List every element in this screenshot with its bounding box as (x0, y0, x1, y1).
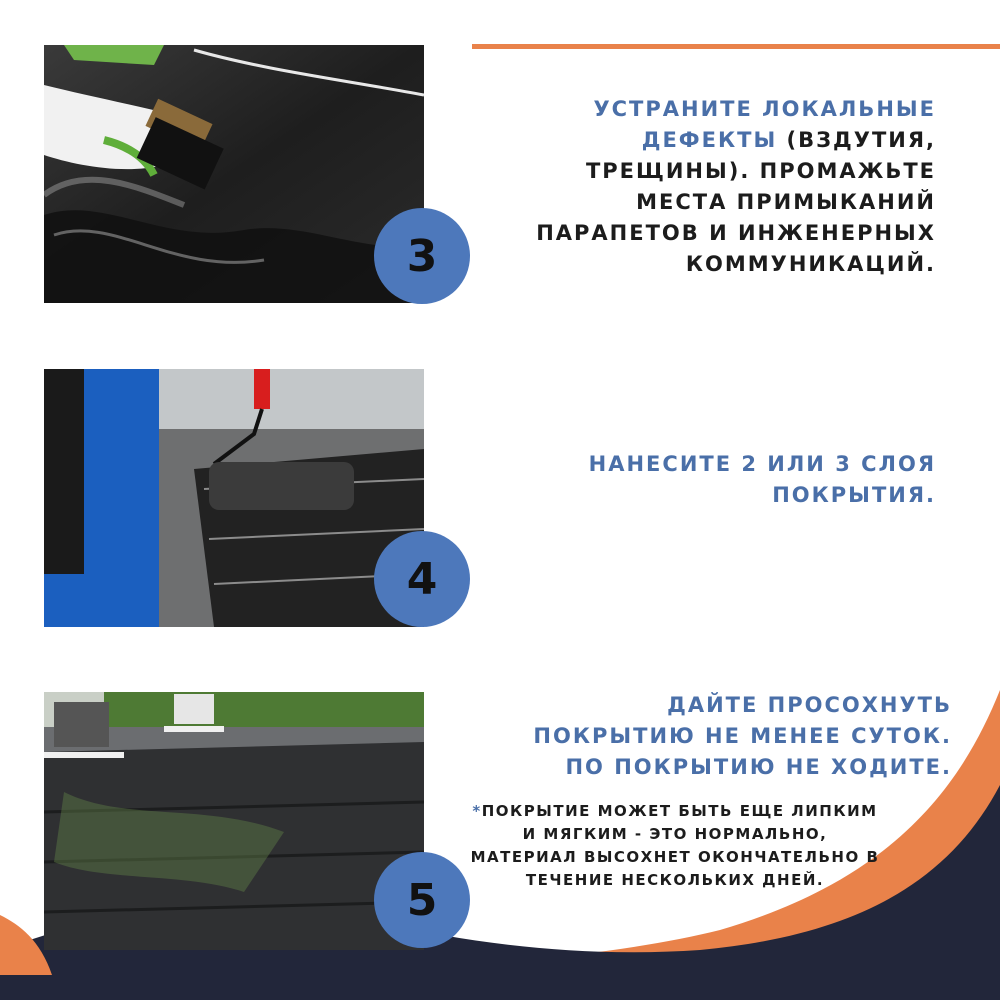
note-text: ПОКРЫТИЕ МОЖЕТ БЫТЬ ЕЩЕ ЛИПКИМ И МЯГКИМ - ЭТО НОРМАЛЬНО, МАТЕРИАЛ ВЫСОХНЕТ ОКОНЧАТЕЛЬНО В ТЕЧЕНИЕ НЕСКОЛЬКИХ ДНЕЙ. (470, 802, 880, 889)
step-4-number: 4 (406, 553, 438, 605)
step-4-number-badge (374, 531, 470, 627)
step-5-photo (44, 692, 424, 950)
step-5-text-highlight: ДАЙТЕ ПРОСОХНУТЬ ПОКРЫТИЮ НЕ МЕНЕЕ СУТОК. ПО ПОКРЫТИЮ НЕ ХОДИТЕ. (533, 693, 952, 779)
top-accent-line (472, 44, 1000, 49)
step-3-number-badge (374, 208, 470, 304)
note-asterisk: * (472, 802, 482, 820)
step-3-photo (44, 45, 424, 303)
step-5-number-badge (374, 852, 470, 948)
drying-note (470, 800, 880, 892)
step-5-text (512, 690, 952, 783)
step-3-text (496, 94, 936, 280)
step-3-text-highlight: УСТРАНИТЕ ЛОКАЛЬНЫЕ ДЕФЕКТЫ (593, 97, 936, 152)
step-4-text-highlight: НАНЕСИТЕ 2 ИЛИ 3 СЛОЯ ПОКРЫТИЯ. (588, 452, 936, 507)
step-5-number: 5 (406, 874, 438, 926)
step-3-text-body: (ВЗДУТИЯ, ТРЕЩИНЫ). ПРОМАЖЬТЕ МЕСТА ПРИМЫКАНИЙ ПАРАПЕТОВ И ИНЖЕНЕРНЫХ КОММУНИКАЦИЙ. (536, 128, 936, 276)
step-4-text (496, 449, 936, 511)
step-4-photo (44, 369, 424, 627)
step-3-number: 3 (406, 230, 438, 282)
